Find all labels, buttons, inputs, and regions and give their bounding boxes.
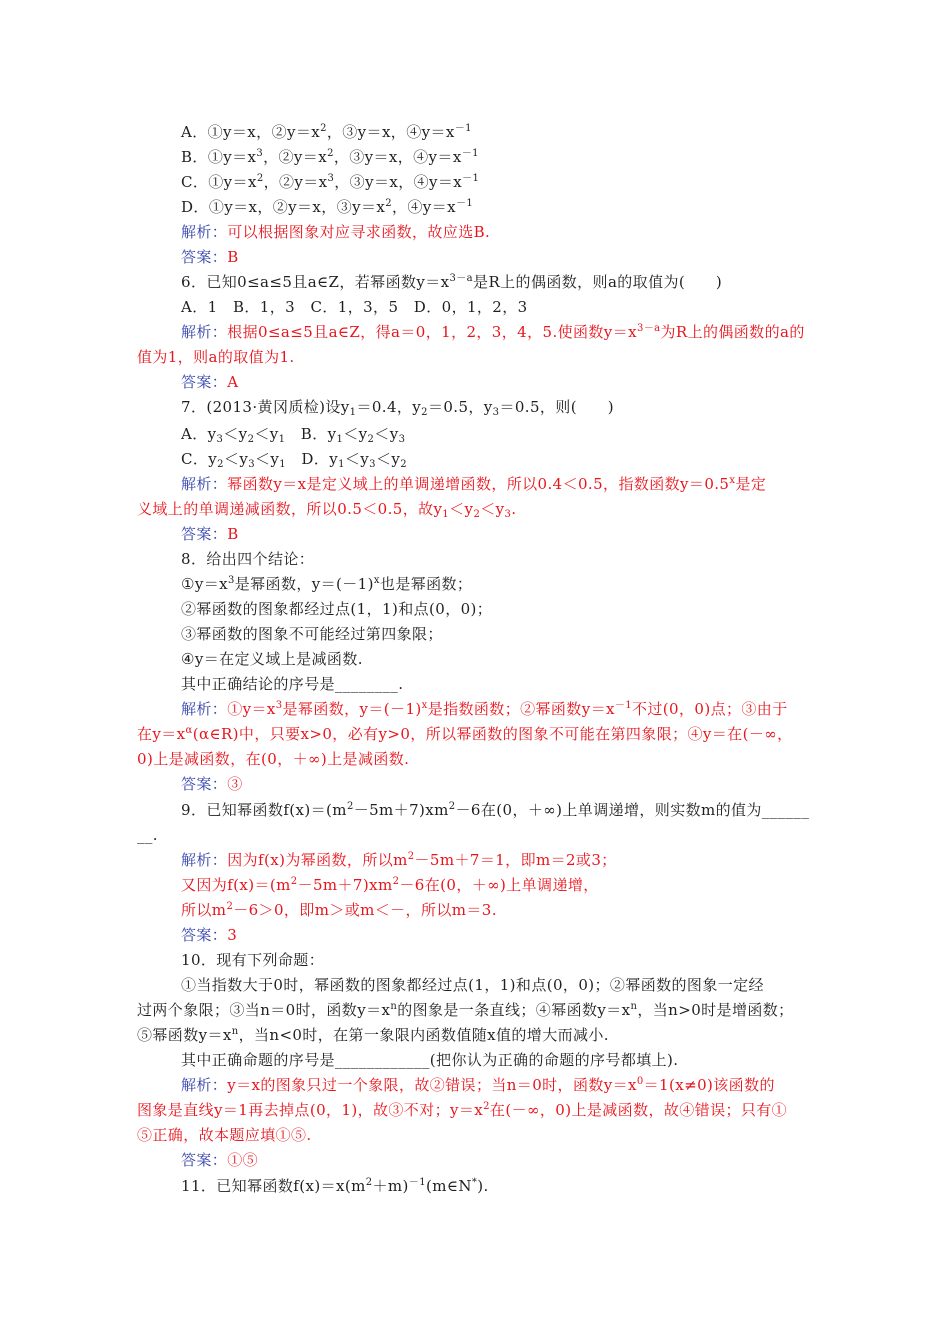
solution-text: ③ (227, 775, 243, 793)
solution-text: 值为1，则a的取值为1. (137, 348, 295, 366)
question-text: A．1 B．1，3 C．1，3，5 D．0，1，2，3 (181, 298, 528, 316)
text-line (137, 347, 295, 367)
solution-text: 又因为$f(x)=(m^2-5m+7)xm^2-6$在(0，＋∞)上单调递增， (181, 876, 599, 894)
solution-text: 图象是直线y＝1再去掉点(0，1)，故③不对；$y=x^2$在(－∞，0)上是减函数，故④错误；只有① (137, 1101, 788, 1119)
text-line (181, 322, 805, 342)
solution-text: y＝x的图象只过一个象限，故②错误；当n＝0时，函数$y=x^0=1(x\ne 0)$该函数的 (227, 1076, 775, 1094)
solution-text: 所以$m^2-6>0$，即m＞或m＜－，所以m＝3. (181, 901, 497, 919)
text-line (181, 774, 243, 794)
answer-label: 解析： (181, 475, 228, 493)
solution-text: 义域上的单调递减函数，所以0.5＜0.5，故$y_1<y_2<y_3$. (137, 500, 517, 520)
text-line (181, 800, 809, 820)
question-text: B．$①y=x^3$，$②y=x^2$，③y＝x，$④y=x^{-1}$ (181, 148, 479, 166)
text-line (181, 372, 238, 392)
text-line (181, 875, 599, 895)
text-line (181, 122, 472, 142)
answer-label: 解析： (181, 851, 228, 869)
text-line (181, 474, 766, 494)
solution-text: 3 (227, 926, 238, 944)
text-line (137, 825, 158, 845)
text-line (181, 424, 405, 444)
text-line (181, 1176, 489, 1196)
answer-label: 答案： (181, 525, 228, 543)
question-text: D．①y＝x，②y＝x，$③y=x^2$，$④y=x^{-1}$ (181, 198, 474, 216)
solution-text: $①y=x^3$是幂函数，$y=(-1)^x$是指数函数；②幂函数$y=x^{-1}$不过(0，0)点；③由于 (227, 700, 788, 718)
text-line (137, 1025, 609, 1045)
answer-label: 答案： (181, 1151, 228, 1169)
text-line (137, 749, 409, 769)
text-line (137, 499, 516, 519)
solution-text: 因为f(x)为幂函数，所以$m^2-5m+7=1$，即m＝2或3； (227, 851, 617, 869)
solution-text: ①⑤ (227, 1151, 259, 1169)
text-line (137, 1000, 794, 1020)
solution-text: 0)上是减函数，在(0，＋∞)上是减函数. (137, 750, 410, 768)
text-line (181, 222, 490, 242)
answer-label: 答案： (181, 248, 228, 266)
question-text: C．$y_2<y_3<y_1$ D．$y_1<y_3<y_2$ (181, 450, 407, 470)
text-line (137, 1125, 312, 1145)
text-line (181, 397, 614, 417)
text-line (181, 850, 617, 870)
text-line (181, 900, 497, 920)
text-line (181, 172, 479, 192)
answer-label: 答案： (181, 926, 228, 944)
question-text: 6．已知0≤a≤5且a∈Z，若幂函数$y=x^{3-a}$是R上的偶函数，则a的取值为( ) (181, 273, 723, 291)
question-text: $①y=x^3$是幂函数，$y=(-1)^x$也是幂函数； (181, 575, 473, 593)
solution-text: ⑤正确，故本题应填①⑤. (137, 1126, 312, 1144)
text-line (181, 1050, 678, 1070)
text-line (181, 147, 479, 167)
text-line (181, 699, 788, 719)
question-text: 过两个象限；③当n＝0时，函数$y=x^n$的图象是一条直线；④幂函数$y=x^n$，当n>0时是增函数； (137, 1001, 794, 1019)
answer-label: 答案： (181, 775, 228, 793)
question-text: 8．给出四个结论： (181, 550, 315, 568)
question-text: 10．现有下列命题： (181, 951, 325, 969)
text-line (181, 950, 324, 970)
solution-text: A (227, 373, 239, 391)
question-text: ④y＝在定义域上是减函数. (181, 650, 363, 668)
answer-label: 答案： (181, 373, 228, 391)
question-text: ①当指数大于0时，幂函数的图象都经过点(1，1)和点(0，0)；②幂函数的图象一定经 (181, 976, 764, 994)
solution-text: 根据0≤a≤5且a∈Z，得a＝0，1，2，3，4，5.使函数$y=x^{3-a}$为R上的偶函数的a的 (227, 323, 805, 341)
answer-label: 解析： (181, 323, 228, 341)
text-line (181, 975, 764, 995)
text-line (181, 599, 492, 619)
answer-label: 解析： (181, 1076, 228, 1094)
question-text: A．①y＝x，$②y=x^2$，③y＝x，$④y=x^{-1}$ (181, 123, 472, 141)
solution-text: B (227, 525, 239, 543)
question-text: A．$y_3<y_2<y_1$ B．$y_1<y_2<y_3$ (181, 425, 406, 445)
text-line (181, 247, 239, 267)
text-line (181, 449, 407, 469)
solution-text: 幂函数y＝x是定义域上的单调递增函数，所以0.4＜0.5，指数函数$y=0.5^x$是定 (227, 475, 767, 493)
question-text: ⑤幂函数$y=x^n$，当n<0时，在第一象限内函数值随x值的增大而减小. (137, 1026, 609, 1044)
question-text: 7．(2013·黄冈质检)设$y_1=0.4$，$y_2=0.5$，$y_3=0.5$，则( ) (181, 398, 614, 418)
text-line (181, 624, 443, 644)
text-line (181, 297, 528, 317)
text-line (181, 649, 363, 669)
text-line (181, 272, 722, 292)
question-text: __. (137, 826, 158, 844)
question-text: 其中正确命题的序号是____________(把你认为正确的命题的序号都填上). (181, 1051, 679, 1069)
solution-text: 在$y=x^\alpha(\alpha\in R)$中，只要x>0，必有y>0，所以幂函数的图象不可能在第四象限；④y＝在(－∞， (137, 725, 793, 743)
text-line (181, 524, 239, 544)
text-line (181, 925, 237, 945)
solution-text: B (227, 248, 239, 266)
text-line (137, 724, 793, 744)
answer-label: 解析： (181, 700, 228, 718)
question-text: ③幂函数的图象不可能经过第四象限； (181, 625, 443, 643)
question-text: 11．已知幂函数$f(x)=x(m^2+m)^{-1}(m\in N^*)$. (181, 1177, 489, 1195)
text-line (181, 549, 314, 569)
text-line (181, 197, 473, 217)
text-line (181, 574, 472, 594)
text-line (137, 1100, 787, 1120)
text-line (181, 1075, 775, 1095)
text-line (181, 674, 403, 694)
solution-text: 可以根据图象对应寻求函数，故应选B. (227, 223, 491, 241)
question-text: ②幂函数的图象都经过点(1，1)和点(0，0)； (181, 600, 493, 618)
question-text: 9．已知幂函数$f(x)=(m^2-5m+7)xm^2-6$在(0，＋∞)上单调递增，则实数m的值为______ (181, 801, 810, 819)
answer-label: 解析： (181, 223, 228, 241)
question-text: 其中正确结论的序号是________. (181, 675, 404, 693)
question-text: C．$①y=x^2$，$②y=x^3$，③y＝x，$④y=x^{-1}$ (181, 173, 480, 191)
text-line (181, 1150, 258, 1170)
